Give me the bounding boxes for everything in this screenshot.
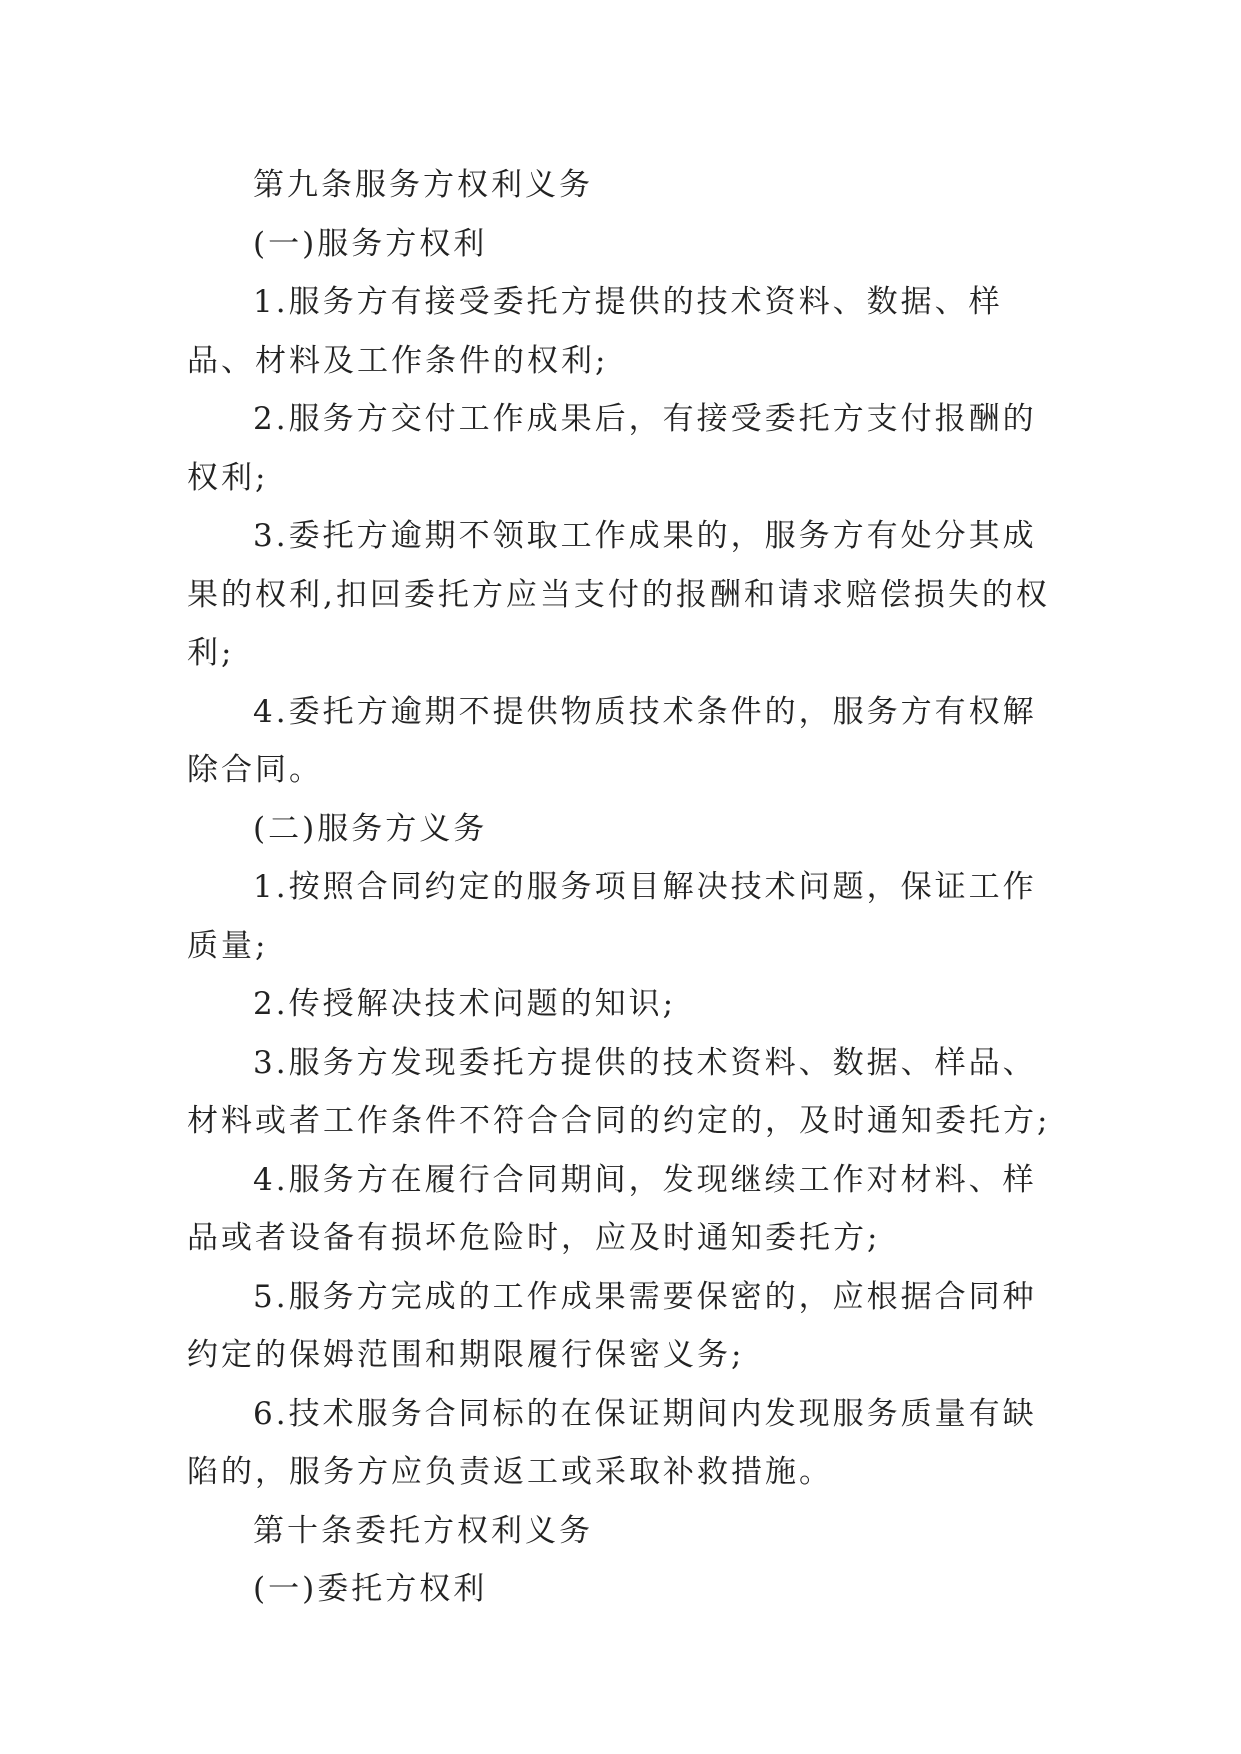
article-heading: 第九条服务方权利义务 (253, 167, 593, 203)
clause-paragraph: 3.服务方发现委托方提供的技术资料、数据、样品、材料或者工作条件不符合合同的约定的，及时通知委托方; (187, 1044, 1051, 1139)
clause-paragraph: 2.服务方交付工作成果后，有接受委托方支付报酬的权利; (187, 401, 1037, 496)
clause-paragraph: 5.服务方完成的工作成果需要保密的，应根据合同种约定的保姆范围和期限履行保密义务; (187, 1278, 1037, 1373)
article-heading: 第十条委托方权利义务 (253, 1512, 593, 1549)
clause-paragraph: 2.传授解决技术问题的知识; (253, 986, 677, 1022)
clause-paragraph: 4.服务方在履行合同期间，发现继续工作对材料、样品或者设备有损坏危险时，应及时通知委托方; (187, 1161, 1037, 1256)
clause-paragraph: 1.按照合同约定的服务项目解决技术问题，保证工作质量; (187, 869, 1037, 964)
clause-paragraph: 4.委托方逾期不提供物质技术条件的，服务方有权解除合同。 (187, 693, 1037, 788)
section-heading: (一)委托方权利 (253, 1571, 488, 1607)
clause-paragraph: 3.委托方逾期不领取工作成果的，服务方有处分其成果的权利,扣回委托方应当支付的报酬和请求赔偿损失的权利; (187, 518, 1050, 671)
document-body (187, 156, 1067, 1619)
section-heading: (一)服务方权利 (253, 225, 488, 262)
clause-paragraph: 6.技术服务合同标的在保证期间内发现服务质量有缺陷的，服务方应负责返工或采取补救措施。 (187, 1395, 1037, 1490)
section-heading: (二)服务方义务 (253, 810, 488, 847)
clause-paragraph: 1.服务方有接受委托方提供的技术资料、数据、样品、材料及工作条件的权利; (187, 284, 1003, 379)
